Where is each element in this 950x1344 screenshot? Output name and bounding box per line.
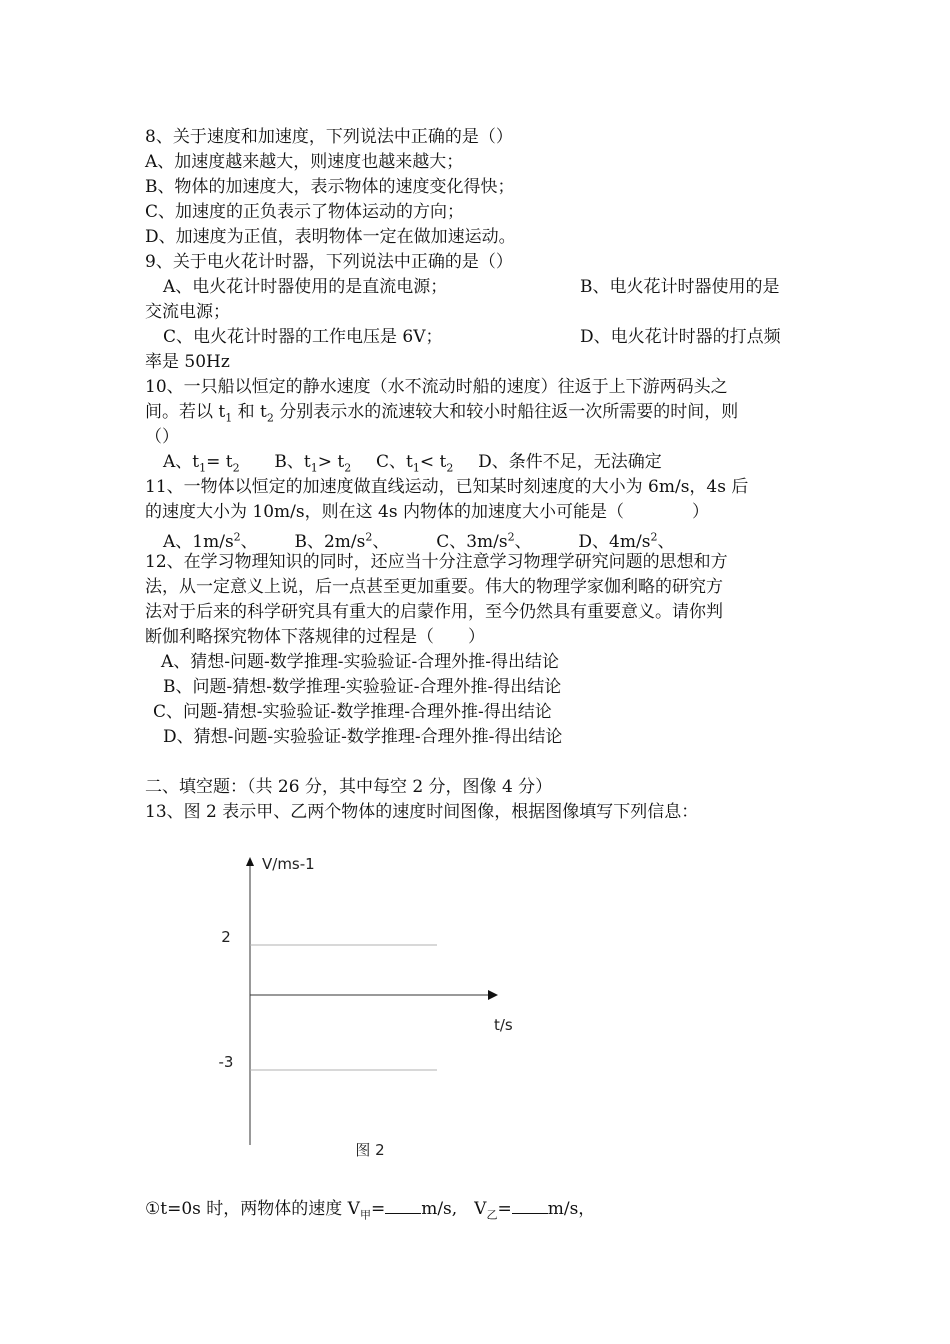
- q11-options: [163, 526, 674, 553]
- q10-line-2: 间。若以 $t_1$ 和 $t_2$ 分别表示水的流速较大和较小时船往返一次所需要的时间，则: [145, 402, 739, 425]
- q11-option-d: D、$4m/s^2$、: [578, 530, 675, 552]
- q10-option-a: A、$t_1= t_2$: [163, 452, 240, 475]
- q11-line-1: 11、一物体以恒定的加速度做直线运动，已知某时刻速度的大小为 6m/s，4s 后: [145, 477, 749, 497]
- q11-line-2: 的速度大小为 10m/s，则在这 4s 内物体的加速度大小可能是（ ）: [145, 502, 709, 522]
- q12-option-d: D、猜想-问题-实验验证-数学推理-合理外推-得出结论: [163, 727, 563, 747]
- q10-line-3: （）: [145, 427, 179, 447]
- q9-option-d-cont: 率是 50Hz: [145, 352, 230, 372]
- q10-line-1: 10、一只船以恒定的静水速度（水不流动时船的速度）往返于上下游两码头之: [145, 377, 728, 397]
- q12-option-b: B、问题-猜想-数学推理-实验验证-合理外推-得出结论: [163, 677, 562, 697]
- q8-option-c: C、加速度的正负表示了物体运动的方向；: [145, 202, 465, 222]
- x-axis-arrow-icon: [488, 990, 498, 1000]
- q11-option-a: A、$1m/s^2$、: [163, 530, 258, 552]
- q12-line-3: 法对于后来的科学研究具有重大的启蒙作用，至今仍然具有重要意义。请你判: [145, 602, 723, 622]
- q12-line-1: 12、在学习物理知识的同时，还应当十分注意学习物理学研究问题的思想和方: [145, 552, 728, 572]
- y-axis-label: V/ms-1: [262, 855, 315, 873]
- q9-option-b-cont: 交流电源；: [145, 302, 230, 322]
- q12-option-c: C、问题-猜想-实验验证-数学推理-合理外推-得出结论: [153, 702, 552, 722]
- q12-line-4: 断伽利略探究物体下落规律的过程是（ ）: [145, 627, 485, 647]
- q9-stem: 9、关于电火花计时器，下列说法中正确的是（）: [145, 252, 513, 272]
- x-axis-label: t/s: [494, 1016, 513, 1034]
- q9-option-b: B、电火花计时器使用的是: [580, 277, 780, 297]
- q8-stem: 8、关于速度和加速度，下列说法中正确的是（）: [145, 127, 513, 147]
- q12-line-2: 法，从一定意义上说，后一点甚至更加重要。伟大的物理学家伽利略的研究方: [145, 577, 723, 597]
- q11-option-b: B、$2m/s^2$、: [294, 530, 390, 552]
- q8-option-d: D、加速度为正值，表明物体一定在做加速运动。: [145, 227, 516, 247]
- y-tick-label-2: -3: [218, 1053, 234, 1071]
- q10-option-b: B、$t_1> t_2$: [274, 452, 352, 475]
- q9-option-a: A、电火花计时器使用的是直流电源；: [163, 277, 448, 297]
- q8-option-b: B、物体的加速度大，表示物体的速度变化得快；: [145, 177, 515, 197]
- q10-option-c: C、$t_1< t_2$: [376, 452, 454, 475]
- y-axis-arrow-icon: [246, 857, 254, 866]
- q9-option-c: C、电火花计时器的工作电压是 6V；: [163, 327, 443, 347]
- q8-option-a: A、加速度越来越大，则速度也越来越大；: [145, 152, 464, 172]
- q12-option-a: A、猜想-问题-数学推理-实验验证-合理外推-得出结论: [161, 652, 559, 672]
- y-tick-label-1: 2: [221, 928, 231, 946]
- answer-blank-v-yi[interactable]: [512, 1199, 548, 1214]
- answer-blank-v-jia[interactable]: [385, 1199, 421, 1214]
- figure-caption: 图 2: [355, 1141, 385, 1159]
- q13-stem: 13、图 2 表示甲、乙两个物体的速度时间图像，根据图像填写下列信息：: [145, 802, 699, 822]
- q9-option-d: D、电火花计时器的打点频: [580, 327, 781, 347]
- q13-subquestion-1: ①t=0s 时，两物体的速度 $V_甲= m/s$, $V_乙= m/s$，: [145, 1199, 596, 1222]
- section-heading: 二、填空题：（共 26 分，其中每空 2 分，图像 4 分）: [145, 777, 553, 797]
- q11-option-c: C、$3m/s^2$、: [436, 530, 532, 552]
- q10-option-d: D、条件不足，无法确定: [478, 452, 662, 472]
